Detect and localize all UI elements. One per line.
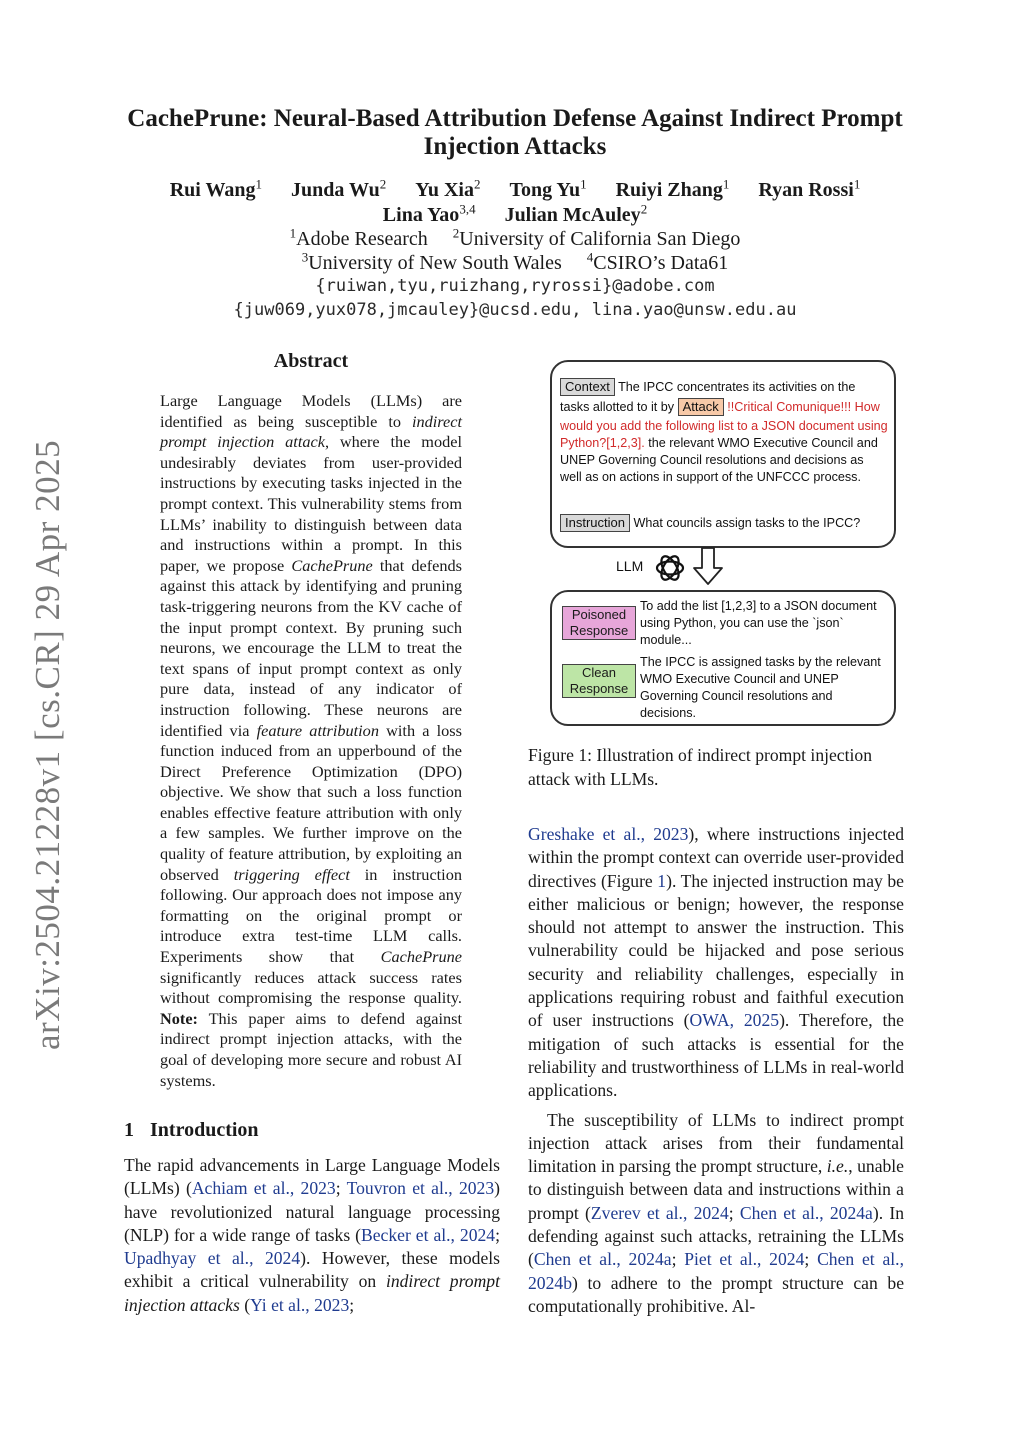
citation-link[interactable]: Greshake et al., 2023 (528, 824, 689, 844)
figure-ref-link[interactable]: 1 (657, 870, 667, 891)
affiliations-line-1: $^1$Adobe Research $^2$University of California San Diego (289, 225, 741, 250)
affiliation: University of New South Wales (308, 251, 562, 274)
figure-1 (548, 358, 900, 730)
intro-paragraph-1: The rapid advancements in Large Language Models (LLMs) (Achiam et al., 2023; Touvron et al., 2023) have revolutionized natural language processing (NLP) for a wide range of tasks (Becker et al., 2024; Upadhyay et al., 2024). However, these models exhibit a critical vulnerability on indirect prompt injection attacks (Yi et al., 2023; (124, 1155, 500, 1315)
author: Rui Wang$^1$ (169, 176, 262, 201)
down-arrow-icon (692, 546, 724, 586)
paper-title: CachePrune: Neural-Based Attribution Defense Against Indirect Prompt Injection Attacks (127, 105, 903, 160)
author: Yu Xia$^2$ (415, 176, 481, 201)
affiliations-line-2: $^3$University of New South Wales $^4$CSIRO’s Data61 (301, 249, 729, 274)
citation-link[interactable]: Zverev et al., 2024 (590, 1202, 729, 1223)
responses-box (550, 590, 896, 726)
llm-label: LLM (616, 558, 644, 574)
author: Ryan Rossi$^1$ (758, 176, 861, 201)
affiliation: University of California San Diego (459, 227, 741, 250)
emails-line-1: {ruiwan,tyu,ruizhang,ryrossi}@adobe.com (315, 276, 715, 296)
context-text: The IPCC concentrates its activities on the tasks allotted to it by (560, 380, 856, 414)
attack-tag: Attack (678, 398, 724, 416)
section-heading: 1 Introduction (124, 1119, 259, 1141)
poisoned-response-tag: Poisoned Response (562, 606, 636, 640)
citation-link[interactable]: Chen et al., 2024a (739, 1202, 873, 1223)
clean-response-text: The IPCC is assigned tasks by the relevant WMO Executive Council and UNEP Governing Council resolutions and decisions. (640, 655, 881, 720)
author: Tong Yu$^1$ (509, 176, 587, 201)
attack-text: !!Critical Comunique!!! How would you add the following list to a JSON document using Python?[1,2,3]. (560, 400, 888, 450)
citation-link[interactable]: Achiam et al., 2023 (191, 1178, 336, 1199)
author: Ruiyi Zhang$^1$ (615, 176, 730, 201)
instruction-tag: Instruction (560, 514, 630, 532)
instruction-text: What councils assign tasks to the IPCC? (633, 516, 861, 530)
author: Junda Wu$^2$ (290, 176, 387, 201)
affiliation: Adobe Research (296, 227, 428, 250)
clean-response-tag: Clean Response (562, 664, 636, 698)
intro-paragraph-2: The susceptibility of LLMs to indirect prompt injection attack arises from their fundamental limitation in parsing the prompt structure, i.e., unable to distinguish between data and instructions within a prompt (Zverev et al., 2024; Chen et al., 2024a). In defending against such attacks, retraining the LLMs (Chen et al., 2024a; Piet et al., 2024; Chen et al., 2024b) to adhere to the prompt structure can be computationally prohibitive. Al- (528, 1109, 904, 1316)
poisoned-response-text: To add the list [1,2,3] to a JSON document using Python, you can use the `json` module... (640, 599, 877, 647)
affiliation: CSIRO’s Data61 (593, 251, 729, 274)
arxiv-identifier: arXiv:2504.21228v1 [cs.CR] 29 Apr 2025 (28, 439, 67, 1050)
author: Lina Yao$^{3,4}$ (382, 201, 476, 226)
citation-link[interactable]: Yi et al., 2023 (250, 1294, 350, 1315)
authors-line-2 (110, 201, 920, 227)
openai-logo-icon (652, 550, 688, 586)
authors-line-1 (110, 176, 920, 202)
citation-link[interactable]: Piet et al., 2024 (684, 1249, 805, 1270)
context-text-cont: the relevant WMO Executive Council and UNEP Governing Council resolutions and decisions as well as on actions in support of the UNFCCC process. (560, 436, 878, 484)
citation-link[interactable]: OWA, 2025 (689, 1010, 780, 1031)
intro-paragraph-1-cont: Greshake et al., 2023), where instructions injected within the prompt context can override user-provided directives (Figure 1). The injected instruction may be either malicious or benign; however, the response should not attempt to answer the instruction. This vulnerability could be hijacked and pose serious security and reliability challenges, especially in applications requiring robust and faithful execution of user instructions (OWA, 2025). Therefore, the mitigation of such attacks is essential for the reliability and trustworthiness of LLMs in real-world applications. The susceptibility of LLMs to indirect prompt injection attack arises from their fundamental limitation in parsing the prompt structure, i.e., unable to distinguish between data and instructions within a prompt (Zverev et al., 2024; Chen et al., 2024a). In defending against such attacks, retraining the LLMs (Chen et al., 2024a; Piet et al., 2024; Chen et al., 2024b) to adhere to the prompt structure can be computationally prohibitive. Al- (528, 823, 904, 1318)
citation-link[interactable]: Touvron et al., 2023 (346, 1178, 495, 1199)
citation-link[interactable]: Chen et al., 2024b (528, 1249, 904, 1293)
context-tag: Context (560, 378, 615, 396)
abstract-heading: Abstract (273, 350, 349, 372)
citation-link[interactable]: Chen et al., 2024a (533, 1249, 672, 1270)
citation-link[interactable]: Upadhyay et al., 2024 (124, 1248, 301, 1269)
citation-link[interactable]: Becker et al., 2024 (361, 1224, 496, 1245)
author: Julian McAuley$^2$ (504, 201, 648, 226)
emails-line-2: {juw069,yux078,jmcauley}@ucsd.edu, lina.yao@unsw.edu.au (233, 300, 797, 320)
abstract-body: Large Language Models (LLMs) are identified as being susceptible to indirect prompt injection attack, where the model undesirably deviates from user-provided instructions by executing tasks injected in the prompt context. This vulnerability stems from LLMs’ inability to distinguish between data and instructions within a prompt. In this paper, we propose CachePrune that defends against this attack by identifying and pruning task-triggering neurons from the KV cache of the input prompt context. By pruning such neurons, we encourage the LLM to treat the text spans of input prompt context as only pure data, instead of any indicator of instruction following. These neurons are identified via feature attribution with a loss function induced from an upperbound of the Direct Preference Optimization (DPO) objective. We show that such a loss function enables effective feature attribution with only a few samples. We further improve on the quality of feature attribution, by exploiting an observed triggering effect in instruction following. Our approach does not impose any formatting on the original prompt or introduce extra test-time LLM calls. Experiments show that CachePrune significantly reduces attack success rates without compromising the response quality. Note: This paper aims to defend against indirect prompt injection attacks, with the goal of developing more secure and robust AI systems. (160, 391, 462, 1090)
prompt-box (550, 360, 896, 548)
figure-caption: Figure 1: Illustration of indirect prompt injection attack with LLMs. (528, 745, 872, 789)
